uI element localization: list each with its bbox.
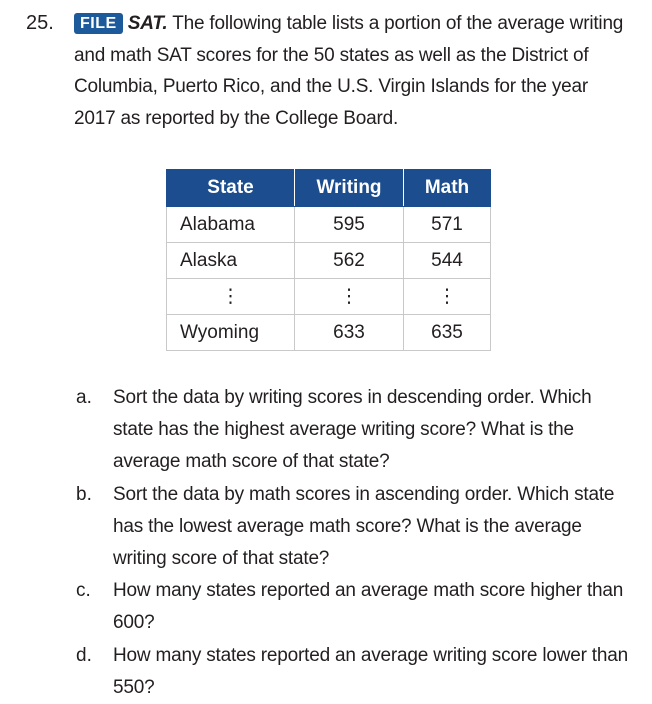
problem-number: 25. [26,12,54,34]
table-row [167,207,491,243]
question-letter: b. [76,484,92,505]
cell-math: 571 [404,207,491,243]
question-letter: c. [76,580,91,601]
table-row [167,315,491,351]
table-header-row [167,170,491,207]
sat-scores-table [166,169,491,351]
cell-writing: 633 [295,315,404,351]
topic-label: SAT. [127,13,168,34]
cell-math-ellipsis: ⋮ [404,279,491,315]
cell-writing: 562 [295,243,404,279]
question-text: Sort the data by math scores in ascending order. Which state has the lowest average math score? What is the average writing score of that state? [113,484,615,569]
problem-stem [74,8,634,134]
cell-writing-ellipsis: ⋮ [295,279,404,315]
cell-state: Alabama [167,207,295,243]
header-math: Math [404,170,491,207]
question-text: How many states reported an average math score higher than 600? [113,580,624,633]
cell-writing: 595 [295,207,404,243]
question-text: Sort the data by writing scores in descending order. Which state has the highest average writing score? What is the average math score of that state? [113,387,592,472]
cell-state: Wyoming [167,315,295,351]
cell-math: 635 [404,315,491,351]
file-badge: FILE [74,13,123,34]
cell-state: Alaska [167,243,295,279]
table-row [167,243,491,279]
question-letter: d. [76,645,92,666]
cell-math: 544 [404,243,491,279]
table-row-ellipsis [167,279,491,315]
header-writing: Writing [295,170,404,207]
problem-text: The following table lists a portion of the average writing and math SAT scores for the 50 states as well as the District of Columbia, Puerto Rico, and the U.S. Virgin Islands for the year 2017 as reported by the College Board. [74,13,624,129]
cell-state-ellipsis: ⋮ [167,279,295,315]
question-text: How many states reported an average writing score lower than 550? [113,645,628,698]
question-letter: a. [76,387,92,408]
header-state: State [167,170,295,207]
